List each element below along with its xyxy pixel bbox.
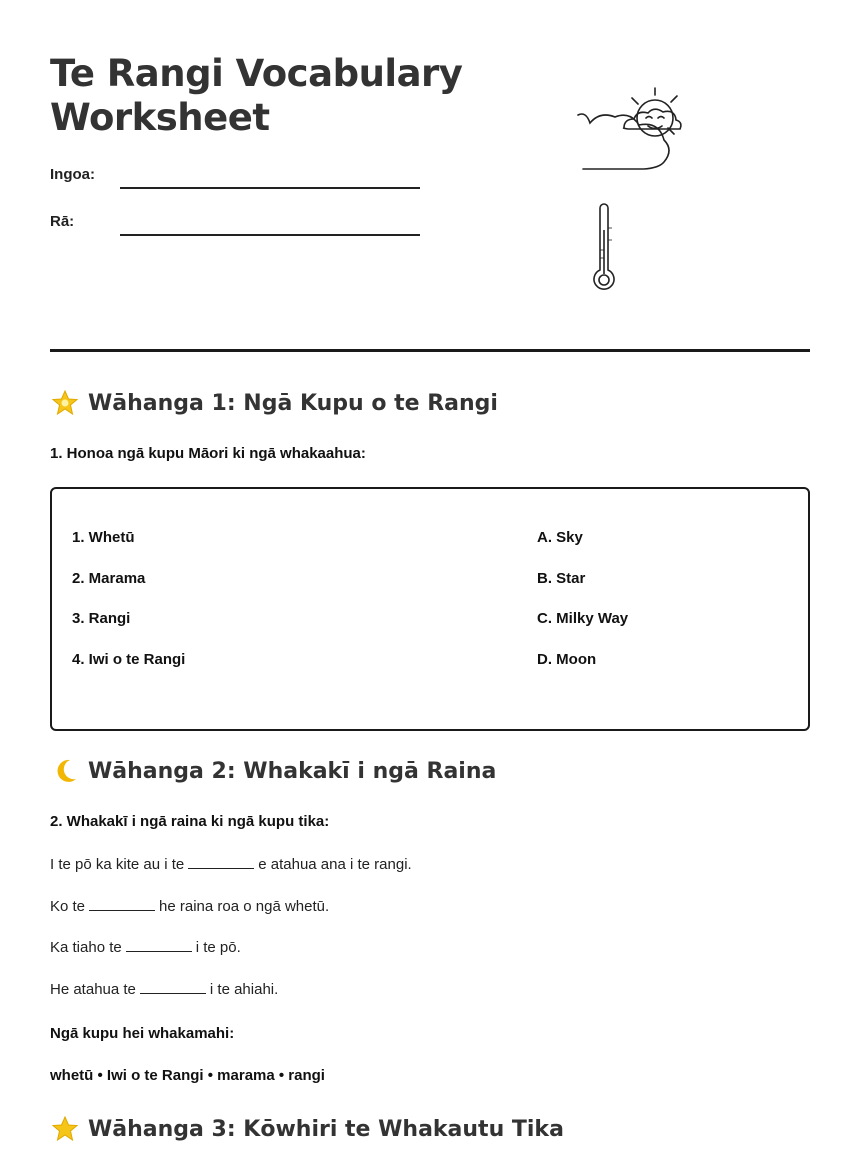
date-label: Rā:	[50, 213, 75, 230]
answer-blank[interactable]	[188, 855, 254, 869]
word-bank: whetū • Iwi o te Rangi • marama • rangi	[50, 1067, 325, 1084]
section-2-title: Wāhanga 2: Whakakī i ngā Raina	[88, 758, 497, 784]
sentence-text-after: e atahua ana i te rangi.	[258, 856, 412, 873]
sentence-text-after: i te pō.	[195, 939, 241, 956]
crescent-moon-icon	[50, 756, 80, 786]
star-icon	[50, 1114, 80, 1144]
word-bank-label: Ngā kupu hei whakamahi:	[50, 1025, 235, 1042]
fill-sentence	[50, 980, 278, 998]
header-divider	[50, 349, 810, 352]
match-left-item: 3. Rangi	[72, 610, 131, 627]
sentence-text-before: I te pō ka kite au i te	[50, 856, 185, 873]
date-input-line[interactable]	[120, 234, 420, 236]
match-left-item: 4. Iwi o te Rangi	[72, 651, 186, 668]
answer-blank[interactable]	[89, 897, 155, 911]
section-2-heading	[50, 756, 496, 786]
sentence-text-after: i te ahiahi.	[209, 981, 279, 998]
fill-sentence	[50, 938, 241, 956]
sentence-text-after: he raina roa o ngā whetū.	[159, 898, 330, 915]
matching-box	[50, 487, 810, 731]
match-left-item: 1. Whetū	[72, 529, 135, 546]
name-label: Ingoa:	[50, 166, 95, 183]
thermometer-icon	[590, 200, 630, 300]
sentence-text-before: He atahua te	[50, 981, 136, 998]
answer-blank[interactable]	[140, 980, 206, 994]
sun-cloud-icon	[560, 80, 710, 305]
answer-blank[interactable]	[126, 938, 192, 952]
fill-sentence	[50, 855, 412, 873]
match-right-item: D. Moon	[537, 651, 597, 668]
section-2-instruction: 2. Whakakī i ngā raina ki ngā kupu tika:	[50, 813, 330, 830]
section-3-title: Wāhanga 3: Kōwhiri te Whakautu Tika	[88, 1116, 564, 1142]
title-line-1: Te Rangi Vocabulary	[50, 52, 463, 95]
section-1-title: Wāhanga 1: Ngā Kupu o te Rangi	[88, 390, 498, 416]
section-1-instruction: 1. Honoa ngā kupu Māori ki ngā whakaahua:	[50, 445, 366, 462]
glowing-star-icon	[50, 388, 80, 418]
section-3-heading	[50, 1114, 564, 1144]
sentence-text-before: Ka tiaho te	[50, 939, 122, 956]
worksheet-title	[50, 52, 462, 140]
match-right-item: C. Milky Way	[537, 610, 629, 627]
match-left-item: 2. Marama	[72, 570, 146, 587]
weather-illustration	[560, 80, 710, 310]
match-right-item: A. Sky	[537, 529, 583, 546]
sentence-text-before: Ko te	[50, 898, 86, 915]
section-1-heading	[50, 388, 498, 418]
name-input-line[interactable]	[120, 187, 420, 189]
match-right-item: B. Star	[537, 570, 586, 587]
fill-sentence	[50, 897, 329, 915]
title-line-2: Worksheet	[50, 96, 270, 139]
